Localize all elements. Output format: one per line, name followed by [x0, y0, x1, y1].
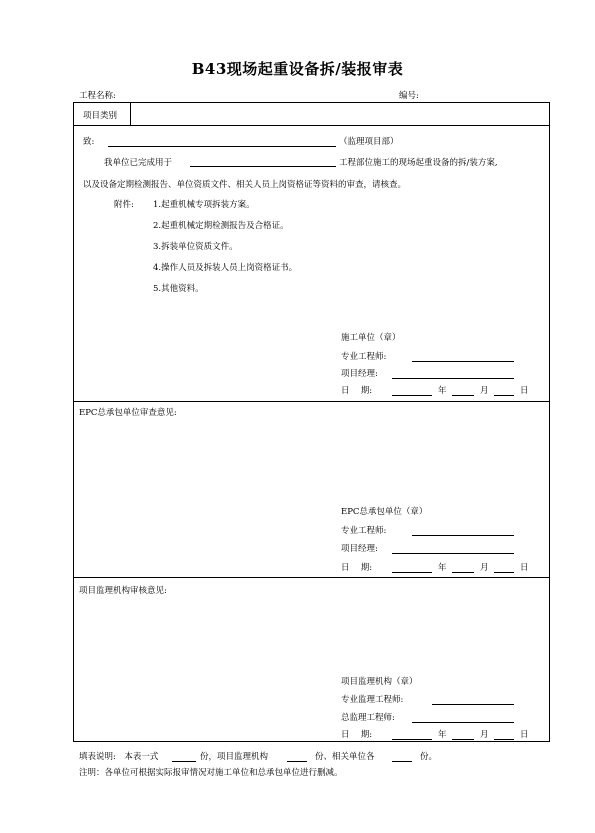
day-field[interactable] [494, 395, 514, 396]
month-unit: 月 [480, 386, 489, 396]
month-field[interactable] [452, 395, 474, 396]
attachments-label: 附件: [114, 200, 134, 210]
year-unit: 年 [438, 563, 447, 573]
form-table [73, 102, 550, 742]
manager-signature-field[interactable] [392, 378, 514, 379]
divider [73, 577, 550, 578]
number-label: 编号: [399, 91, 419, 101]
unit-label: 施工单位（章） [341, 333, 401, 343]
year-unit: 年 [438, 730, 447, 740]
unit-label: EPC总承包单位（章） [341, 507, 428, 517]
day-unit: 日 [520, 386, 529, 396]
supervision-heading: 项目监理机构审核意见: [79, 586, 167, 596]
other-copies-field[interactable] [392, 761, 412, 762]
fill-instruction: 份。 [420, 752, 438, 762]
day-field[interactable] [494, 572, 514, 573]
work-part-field[interactable] [190, 166, 336, 167]
engineer-signature-field[interactable] [432, 704, 514, 705]
supervision-copies-field[interactable] [287, 761, 307, 762]
footnote: 注明：各单位可根据实际报审情况对施工单位和总承包单位进行删减。 [79, 768, 343, 778]
to-label: 致: [83, 137, 95, 147]
line2-text: 以及设备定期检测报告、单位资质文件、相关人员上岗资格证等资料的审查，请核查。 [83, 180, 407, 190]
month-unit: 月 [480, 563, 489, 573]
year-field[interactable] [392, 739, 432, 740]
engineer-label: 专业工程师: [341, 352, 387, 362]
month-field[interactable] [452, 739, 474, 740]
attachment-item: 1.起重机械专项拆装方案。 [153, 200, 255, 210]
engineer-label: 专业监理工程师: [341, 695, 404, 705]
attachment-item: 4.操作人员及拆装人员上岗资格证书。 [153, 263, 298, 273]
attachment-item: 5.其他资料。 [153, 284, 204, 294]
year-field[interactable] [392, 572, 432, 573]
line1-suffix: 工程部位施工的现场起重设备的拆/装方案, [339, 158, 498, 168]
manager-signature-field[interactable] [392, 553, 514, 554]
day-unit: 日 [520, 730, 529, 740]
date-label: 日 期: [341, 730, 373, 740]
category-label: 项目类别 [83, 111, 118, 121]
engineer-label: 专业工程师: [341, 526, 387, 536]
year-unit: 年 [438, 386, 447, 396]
attachment-item: 3.拆装单位资质文件。 [153, 242, 238, 252]
manager-label: 项目经理: [341, 544, 378, 554]
manager-signature-field[interactable] [412, 722, 514, 723]
engineer-signature-field[interactable] [412, 535, 514, 536]
day-field[interactable] [494, 739, 514, 740]
supervision-dept-field[interactable] [108, 146, 336, 147]
date-label: 日 期: [341, 563, 373, 573]
page-title: B43现场起重设备拆/装报审表 [191, 60, 404, 78]
year-field[interactable] [392, 395, 432, 396]
date-label: 日 期: [341, 386, 373, 396]
month-unit: 月 [480, 730, 489, 740]
day-unit: 日 [520, 563, 529, 573]
divider [130, 102, 131, 125]
manager-label: 项目经理: [341, 369, 378, 379]
fill-instruction: 填表说明: 本表一式 [79, 752, 159, 762]
to-suffix: （监理项目部） [339, 137, 399, 147]
divider [73, 401, 550, 402]
engineer-signature-field[interactable] [412, 361, 514, 362]
attachment-item: 2.起重机械定期检测报告及合格证。 [153, 221, 289, 231]
copies-field[interactable] [172, 761, 196, 762]
project-name-label: 工程名称: [79, 91, 116, 101]
unit-label: 项目监理机构（章） [341, 677, 418, 687]
manager-label: 总监理工程师: [341, 713, 395, 723]
epc-heading: EPC总承包单位审查意见: [79, 408, 177, 418]
month-field[interactable] [452, 572, 474, 573]
divider [73, 125, 550, 126]
fill-instruction: 份、相关单位各 [315, 752, 375, 762]
fill-instruction: 份，项目监理机构 [200, 752, 269, 762]
line1-prefix: 我单位已完成用于 [104, 158, 173, 168]
